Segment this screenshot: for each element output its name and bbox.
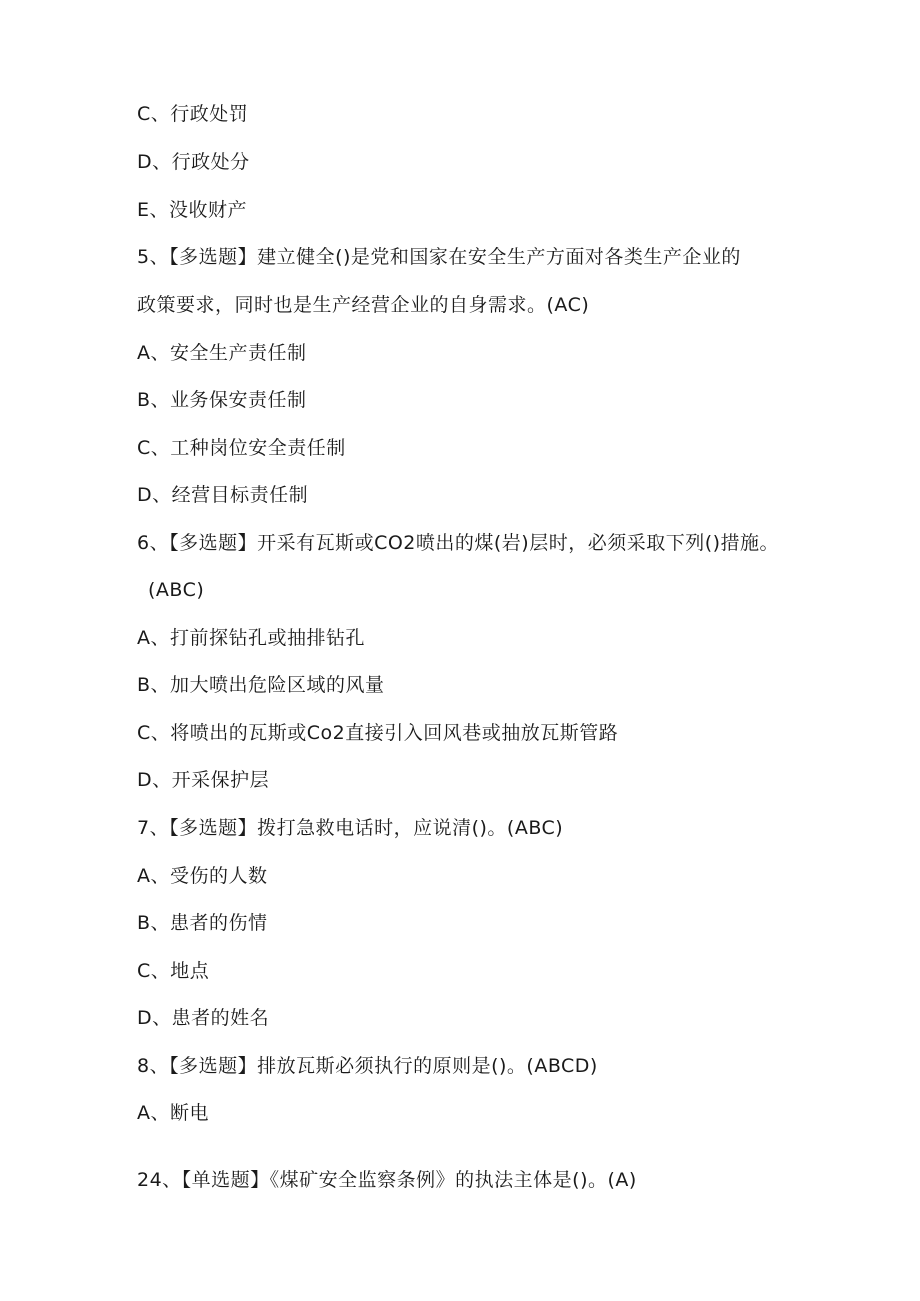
option-c-q5: C、工种岗位安全责任制 xyxy=(137,437,346,459)
option-d-q5: D、经营目标责任制 xyxy=(137,484,309,506)
option-b-q6: B、加大喷出危险区域的风量 xyxy=(137,674,385,696)
option-c-q6: C、将喷出的瓦斯或Co2直接引入回风巷或抽放瓦斯管路 xyxy=(137,722,619,744)
option-a-q8: A、断电 xyxy=(137,1102,209,1124)
option-b-q5: B、业务保安责任制 xyxy=(137,389,307,411)
question-7: 7、【多选题】拨打急救电话时，应说清()。(ABC) xyxy=(137,817,564,839)
question-24: 24、【单选题】《煤矿安全监察条例》的执法主体是()。(A) xyxy=(137,1169,637,1191)
option-b-q7: B、患者的伤情 xyxy=(137,912,268,934)
option-d-q6: D、开采保护层 xyxy=(137,769,270,791)
question-6-line-1: 6、【多选题】开采有瓦斯或CO2喷出的煤(岩)层时，必须采取下列()措施。 xyxy=(137,532,780,554)
question-5-line-1: 5、【多选题】建立健全()是党和国家在安全生产方面对各类生产企业的 xyxy=(137,246,741,268)
question-8: 8、【多选题】排放瓦斯必须执行的原则是()。(ABCD) xyxy=(137,1055,598,1077)
question-5-line-2: 政策要求，同时也是生产经营企业的自身需求。(AC) xyxy=(137,294,590,316)
option-c-q7: C、地点 xyxy=(137,960,210,982)
option-e-q4: E、没收财产 xyxy=(137,199,248,221)
option-d-q7: D、患者的姓名 xyxy=(137,1007,270,1029)
option-a-q7: A、受伤的人数 xyxy=(137,865,268,887)
option-a-q6: A、打前探钻孔或抽排钻孔 xyxy=(137,627,365,649)
option-c-q4: C、行政处罚 xyxy=(137,103,249,125)
question-6-answer: (ABC) xyxy=(148,579,205,601)
option-a-q5: A、安全生产责任制 xyxy=(137,342,307,364)
option-d-q4: D、行政处分 xyxy=(137,151,250,173)
